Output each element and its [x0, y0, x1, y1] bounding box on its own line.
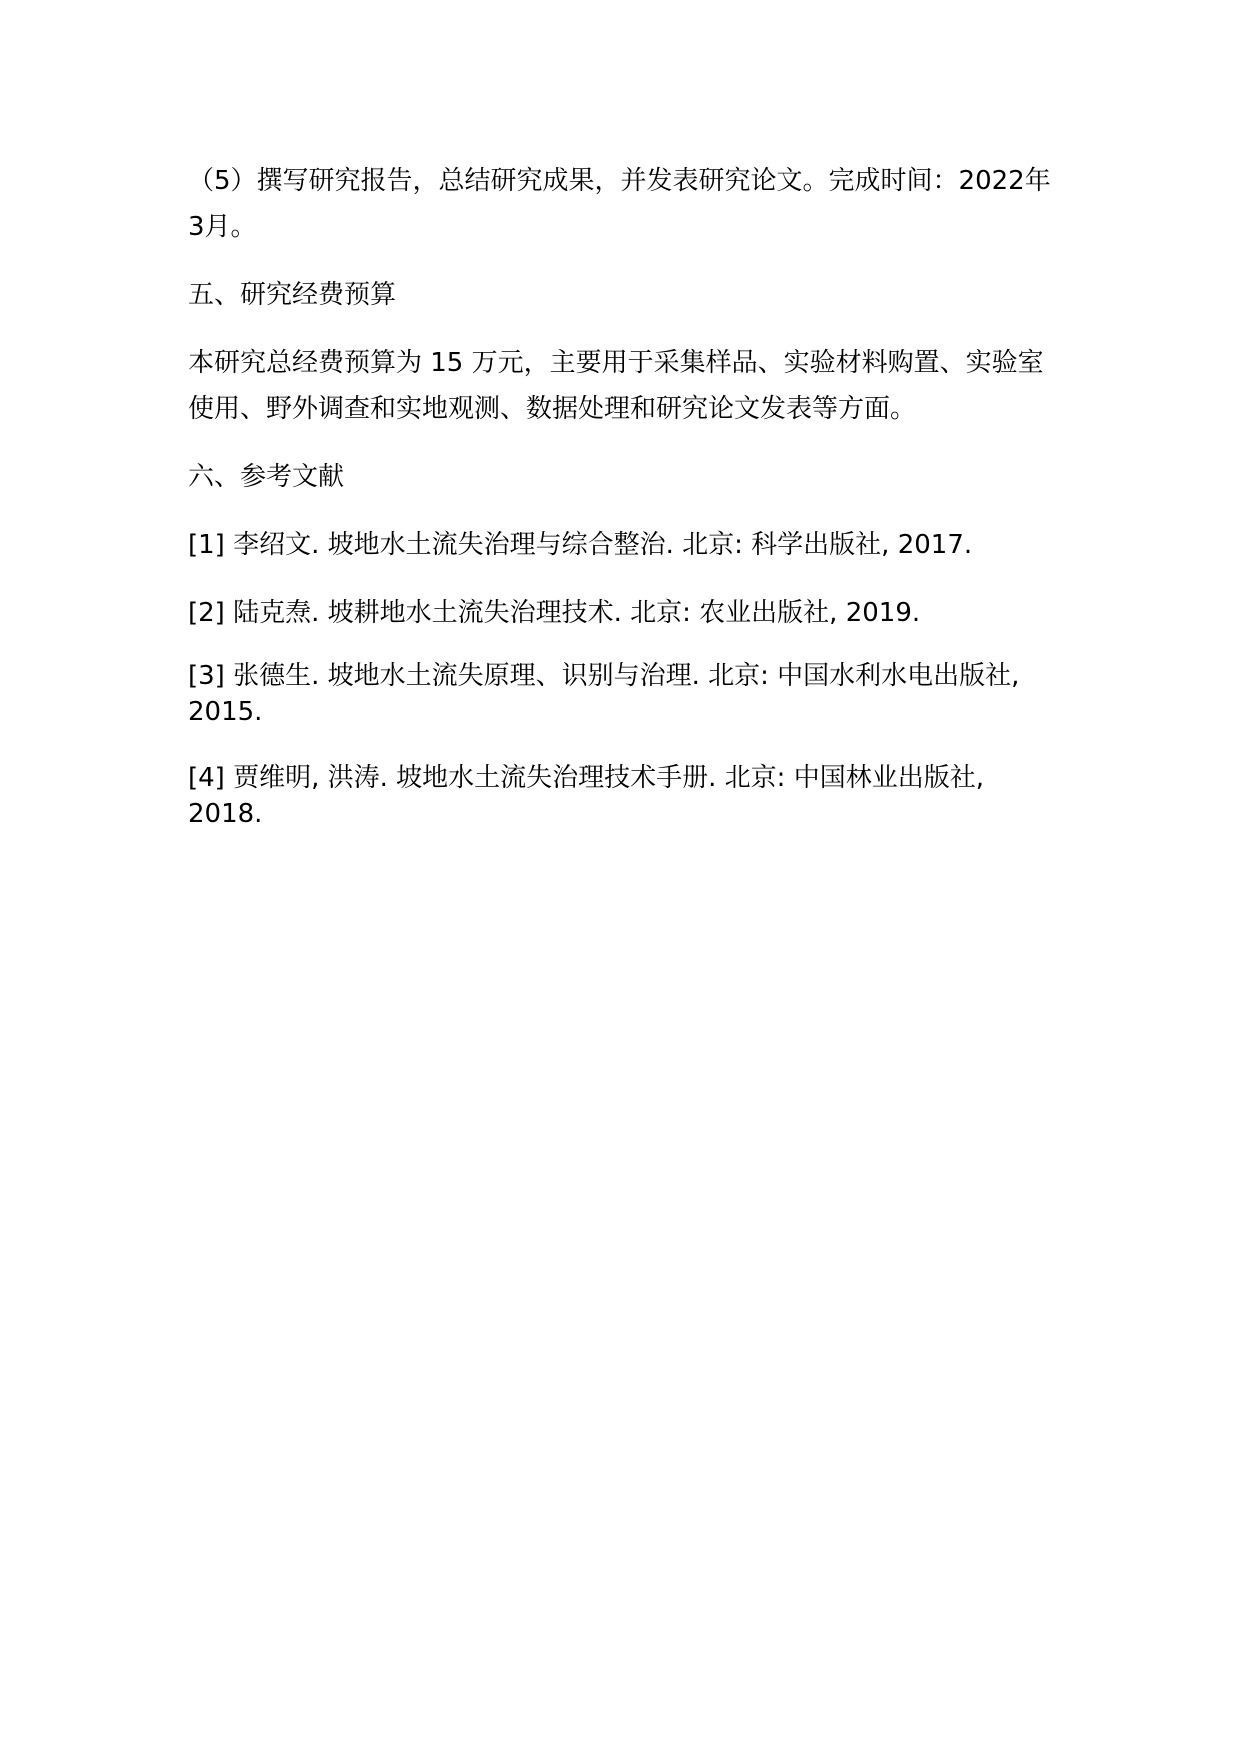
section-heading-references: 六、参考文献 — [188, 462, 345, 492]
section-heading-budget: 五、研究经费预算 — [188, 280, 397, 310]
reference-list — [188, 522, 1058, 832]
reference-item-2: [2] 陆克焘. 坡耕地水土流失治理技术. 北京: 农业出版社, 2019. — [188, 598, 921, 628]
reference-item-4: [4] 贾维明, 洪涛. 坡地水土流失治理技术手册. 北京: 中国林业出版社, 2018. — [188, 763, 984, 829]
reference-item-3: [3] 张德生. 坡地水土流失原理、识别与治理. 北京: 中国水利水电出版社, 2015. — [188, 661, 1020, 727]
step-5-paragraph: （5）撰写研究报告，总结研究成果，并发表研究论文。完成时间：2022年3月。 — [188, 166, 1051, 242]
budget-paragraph: 本研究总经费预算为 15 万元，主要用于采集样品、实验材料购置、实验室使用、野外调查和实地观测、数据处理和研究论文发表等方面。 — [188, 348, 1044, 424]
reference-item-1: [1] 李绍文. 坡地水土流失治理与综合整治. 北京: 科学出版社, 2017. — [188, 530, 973, 560]
document-body — [188, 158, 1058, 862]
